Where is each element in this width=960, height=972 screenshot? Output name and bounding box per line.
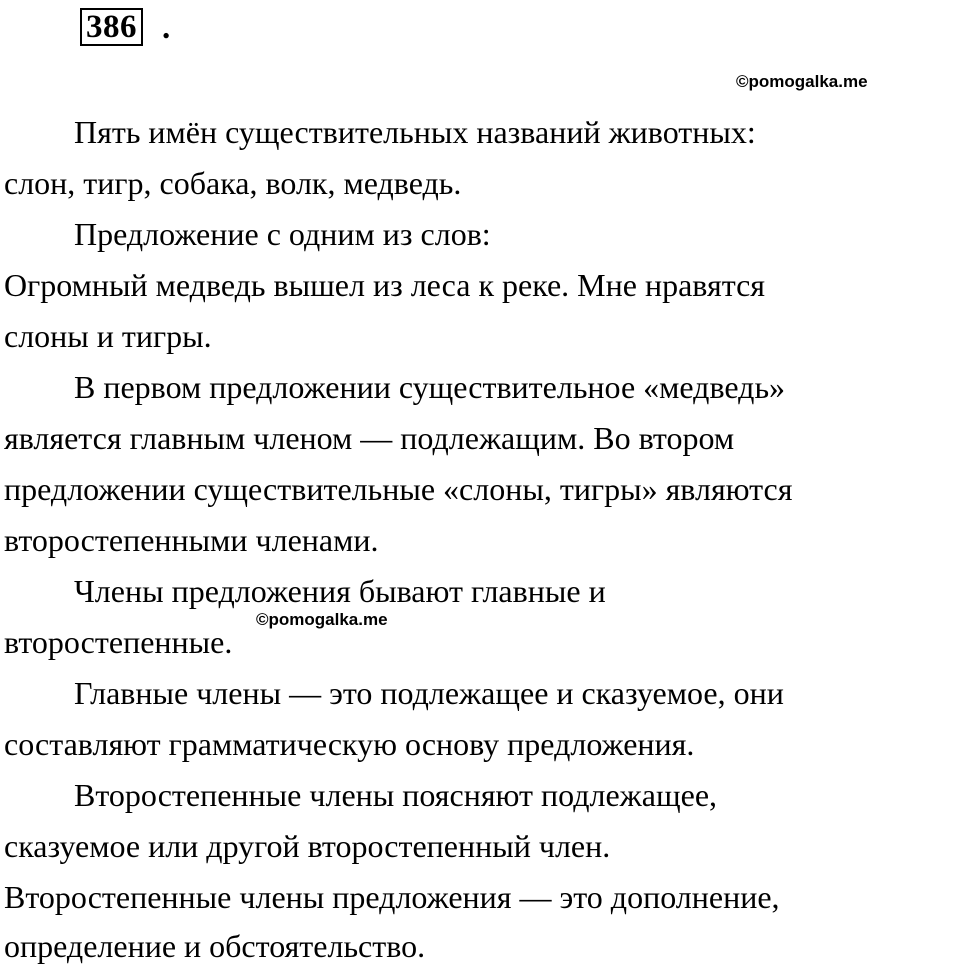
text-line: сказуемое или другой второстепенный член. bbox=[4, 828, 611, 864]
text-line: Члены предложения бывают главные и bbox=[74, 573, 606, 609]
text-line: Второстепенные члены предложения — это дополнение, bbox=[4, 879, 780, 915]
text-line: Огромный медведь вышел из леса к реке. Мне нравятся bbox=[4, 267, 765, 303]
text-line: Второстепенные члены поясняют подлежащее, bbox=[74, 777, 718, 813]
text-line: предложении существительные «слоны, тигры» являются bbox=[4, 471, 793, 507]
text-line: Предложение с одним из слов: bbox=[74, 216, 491, 252]
text-line: определение и обстоятельство. bbox=[4, 928, 426, 964]
text-line: В первом предложении существительное «медведь» bbox=[74, 369, 786, 405]
task-number-dot: . bbox=[162, 10, 171, 46]
text-line: слоны и тигры. bbox=[4, 318, 212, 354]
watermark-top: ©pomogalka.me bbox=[736, 72, 868, 91]
text-line: слон, тигр, собака, волк, медведь. bbox=[4, 165, 462, 201]
text-line: является главным членом — подлежащим. Во втором bbox=[4, 420, 735, 456]
text-line: Пять имён существительных названий животных: bbox=[74, 114, 756, 150]
text-line: Главные члены — это подлежащее и сказуемое, они bbox=[74, 675, 784, 711]
text-line: второстепенные. bbox=[4, 624, 233, 660]
task-number: 386 bbox=[80, 8, 143, 46]
watermark-middle: ©pomogalka.me bbox=[256, 610, 388, 629]
text-line: составляют грамматическую основу предложения. bbox=[4, 726, 695, 762]
text-line: второстепенными членами. bbox=[4, 522, 379, 558]
